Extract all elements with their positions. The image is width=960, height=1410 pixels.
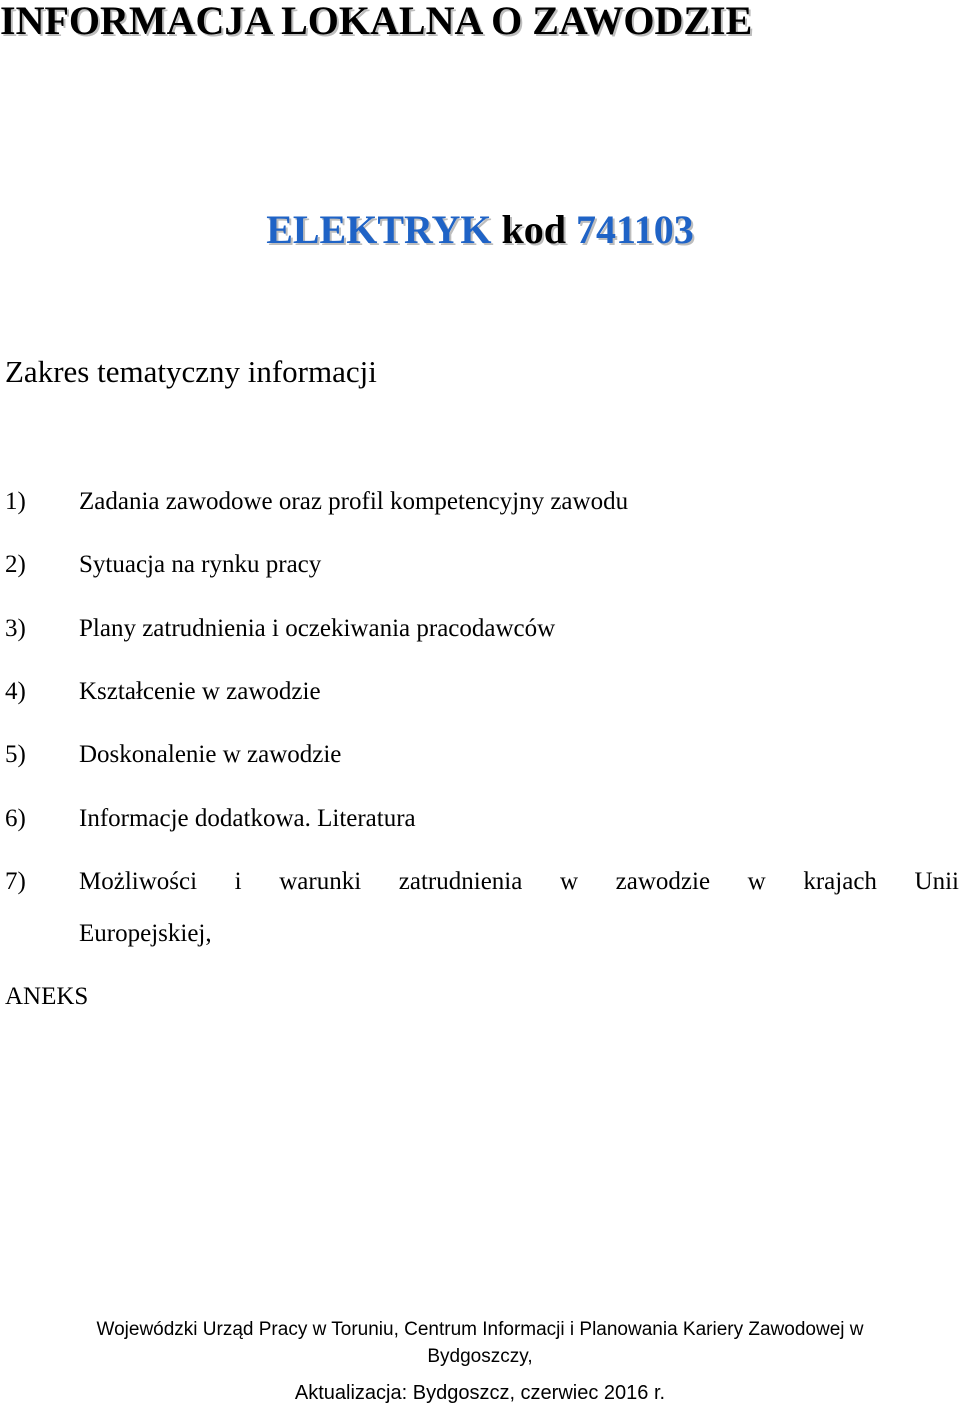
topic-text: Możliwości i warunki zatrudnienia w zawodzie w krajach Unii — [79, 868, 959, 895]
topic-item — [5, 739, 960, 771]
topic-number: 7) — [5, 868, 26, 895]
topic-number: 1) — [5, 488, 26, 515]
topic-text: Kształcenie w zawodzie — [79, 678, 321, 705]
footer-update-date: Aktualizacja: Bydgoszcz, czerwiec 2016 r. — [294, 1382, 666, 1404]
topic-item — [5, 613, 960, 645]
topic-number: 3) — [5, 615, 26, 642]
footer-organization — [0, 1316, 960, 1370]
topic-item — [5, 803, 960, 835]
document-title: INFORMACJA LOKALNA O ZAWODZIE — [0, 0, 753, 43]
profession-code: 741103 — [576, 207, 694, 252]
profession-heading — [0, 206, 960, 254]
topic-number: 6) — [5, 805, 26, 832]
topic-number: 4) — [5, 678, 26, 705]
topic-text-continuation: Europejskiej, — [79, 920, 212, 947]
topic-text: Doskonalenie w zawodzie — [79, 741, 342, 768]
topic-item — [5, 549, 960, 581]
profession-code-label: kod — [501, 207, 566, 252]
section-title: Zakres tematyczny informacji — [5, 354, 377, 389]
topic-item — [5, 486, 960, 518]
topic-text: Plany zatrudnienia i oczekiwania pracodawców — [79, 615, 556, 642]
footer-organization-line1: Wojewódzki Urząd Pracy w Toruniu, Centrum Informacji i Planowania Kariery Zawodowej w — [96, 1319, 864, 1340]
topic-text: Informacje dodatkowa. Literatura — [79, 805, 416, 832]
profession-name: ELEKTRYK — [266, 207, 492, 252]
annex-label: ANEKS — [5, 983, 89, 1010]
topic-number: 2) — [5, 551, 26, 578]
topic-item — [5, 866, 960, 898]
topic-number: 5) — [5, 741, 26, 768]
footer-organization-line2: Bydgoszczy, — [427, 1346, 533, 1367]
topic-item — [5, 676, 960, 708]
topic-text: Zadania zawodowe oraz profil kompetencyjny zawodu — [79, 488, 629, 515]
topic-text: Sytuacja na rynku pracy — [79, 551, 322, 578]
